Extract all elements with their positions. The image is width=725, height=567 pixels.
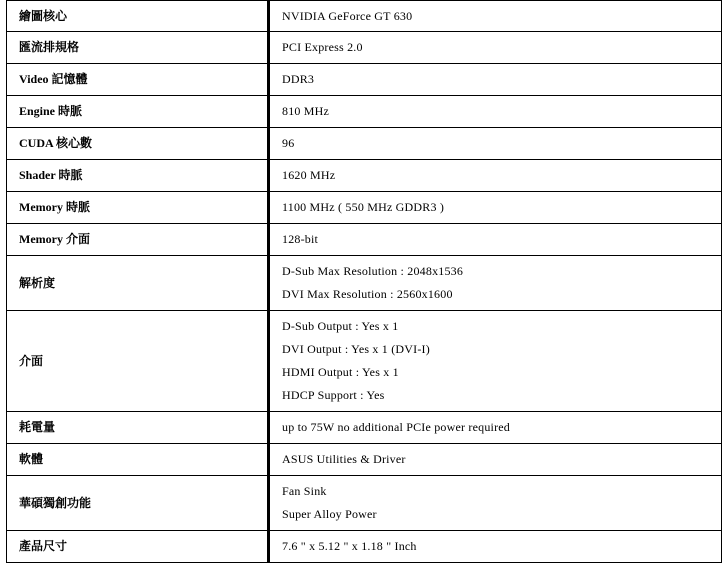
spec-value-line: Fan Sink [282,484,327,498]
spec-label: Shader 時脈 [7,160,269,192]
spec-row-power [7,412,722,444]
spec-row-resolution [7,256,722,311]
spec-value [269,64,722,96]
spec-value-line: DVI Output : Yes x 1 (DVI-I) [282,342,430,356]
spec-value [269,192,722,224]
spec-value [269,32,722,64]
spec-row-memory-clock [7,192,722,224]
spec-value-line: 7.6 " x 5.12 " x 1.18 " Inch [282,539,417,553]
spec-label: Video 記憶體 [7,64,269,96]
spec-value-line: D-Sub Output : Yes x 1 [282,319,399,333]
spec-value [269,412,722,444]
spec-label: CUDA 核心數 [7,128,269,160]
spec-value [269,311,722,412]
spec-row-dimensions [7,531,722,563]
spec-row-cuda-cores [7,128,722,160]
spec-row-memory-interface [7,224,722,256]
spec-value [269,128,722,160]
spec-table [6,0,722,563]
spec-value-line: 1100 MHz ( 550 MHz GDDR3 ) [282,200,445,214]
spec-row-software [7,444,722,476]
spec-label: 繪圖核心 [7,1,269,32]
spec-value [269,531,722,563]
spec-value-line: DVI Max Resolution : 2560x1600 [282,287,453,301]
spec-value-line: PCI Express 2.0 [282,40,363,54]
spec-label: 耗電量 [7,412,269,444]
spec-value [269,476,722,531]
spec-label: 軟體 [7,444,269,476]
spec-row-bus [7,32,722,64]
spec-label: Memory 介面 [7,224,269,256]
spec-label: 華碩獨創功能 [7,476,269,531]
spec-label: 產品尺寸 [7,531,269,563]
spec-value-line: 1620 MHz [282,168,336,182]
spec-label: Engine 時脈 [7,96,269,128]
spec-value [269,444,722,476]
spec-value-line: 96 [282,136,295,150]
spec-row-gpu [7,1,722,32]
spec-label: Memory 時脈 [7,192,269,224]
spec-row-engine-clock [7,96,722,128]
spec-value-line: HDCP Support : Yes [282,388,385,402]
spec-value-line: up to 75W no additional PCIe power required [282,420,510,434]
spec-value-line: DDR3 [282,72,315,86]
spec-value-line: NVIDIA GeForce GT 630 [282,8,413,23]
spec-value-line: 128-bit [282,232,319,246]
spec-value-line: 810 MHz [282,104,330,118]
spec-row-special-features [7,476,722,531]
spec-row-interface [7,311,722,412]
spec-value-line: HDMI Output : Yes x 1 [282,365,399,379]
spec-value [269,160,722,192]
spec-value [269,224,722,256]
spec-row-shader-clock [7,160,722,192]
spec-value-line: Super Alloy Power [282,507,377,521]
spec-value [269,1,722,32]
spec-value [269,256,722,311]
spec-value [269,96,722,128]
spec-label: 解析度 [7,256,269,311]
spec-row-video-memory [7,64,722,96]
spec-value-line: ASUS Utilities & Driver [282,452,406,466]
spec-value-line: D-Sub Max Resolution : 2048x1536 [282,264,464,278]
spec-label: 介面 [7,311,269,412]
spec-label: 匯流排規格 [7,32,269,64]
